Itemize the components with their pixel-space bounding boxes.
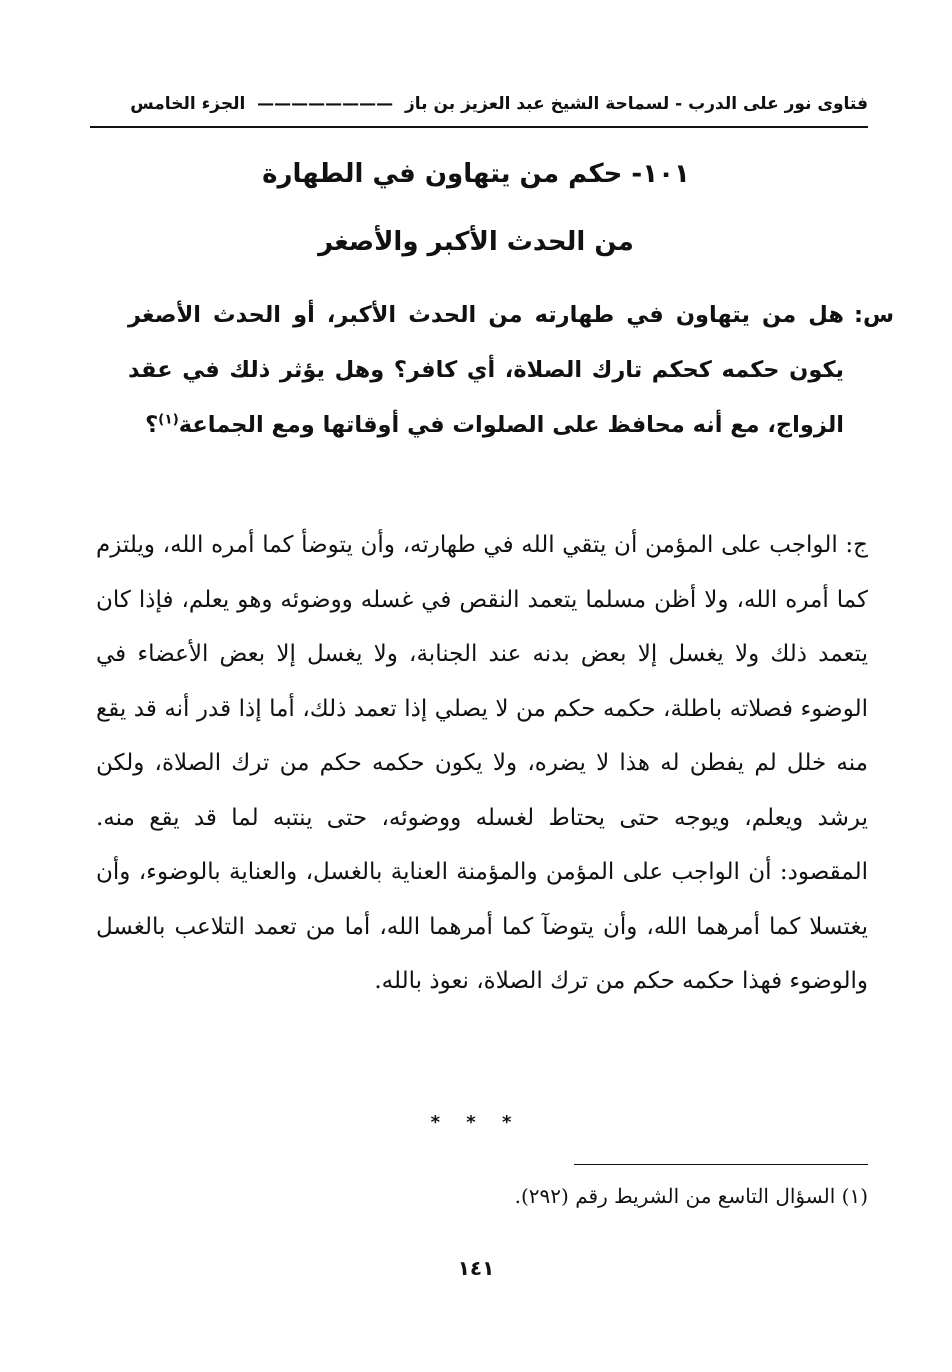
answer-label: ج: <box>845 532 868 558</box>
question-label: س: <box>853 302 894 328</box>
question-block <box>128 288 894 453</box>
answer-block <box>96 518 868 1009</box>
footnote <box>100 1174 868 1218</box>
fatwa-title <box>84 140 868 276</box>
footnote-text: السؤال التاسع من الشريط رقم (٢٩٢). <box>514 1184 836 1208</box>
volume-label: الجزء الخامس <box>130 94 246 114</box>
header-divider <box>90 126 868 128</box>
header-dash: ———————— <box>251 94 400 114</box>
footnote-reference[interactable]: (١) <box>158 411 179 428</box>
section-separator: * * * <box>430 1112 522 1133</box>
footnote-divider <box>574 1164 868 1165</box>
running-header <box>100 86 868 122</box>
book-title: فتاوى نور على الدرب - لسماحة الشيخ عبد العزيز بن باز <box>405 94 868 114</box>
page-number: ١٤١ <box>457 1256 495 1280</box>
footnote-marker: (١) <box>841 1184 868 1208</box>
fatwa-title-line-2: من الحدث الأكبر والأصغر <box>318 227 634 257</box>
question-text: هل من يتهاون في طهارته من الحدث الأكبر، أو الحدث الأصغر يكون حكمه كحكم تارك الصلاة، أي كافر؟ وهل يؤثر ذلك في عقد الزواج، مع أنه محافظ على الصلوات في أوقاتها ومع الجماعة <box>128 302 844 438</box>
fatwa-title-line-1: ١٠١- حكم من يتهاون في الطهارة <box>262 159 690 189</box>
answer-text: الواجب على المؤمن أن يتقي الله في طهارته، وأن يتوضأ كما أمره الله، ويلتزم كما أمره الله، ولا أظن مسلما يتعمد النقص في غسله ووضوئه وهو يعلم، فإذا كان يتعمد ذلك ولا يغسل إلا بعض بدنه عند الجنابة، ولا يغسل إلا بعض الأعضاء في الوضوء فصلاته باطلة، حكمه حكم من لا يصلي إذا تعمد ذلك، أما إذا قدر أنه قد يقع منه خلل لم يفطن له هذا لا يضره، ولا يكون حكمه حكم من ترك الصلاة، ولكن يرشد ويعلم، ويوجه حتى يحتاط لغسله ووضوئه، حتى ينتبه لما قد يقع منه. المقصود: أن الواجب على المؤمن والمؤمنة العناية بالغسل، والعناية بالوضوء، وأن يغتسلا كما أمرهما الله، وأن يتوضآ كما أمرهما الله، أما من تعمد التلاعب بالغسل والوضوء فهذا حكمه حكم من ترك الصلاة، نعوذ بالله. <box>96 532 868 994</box>
question-mark: ؟ <box>145 412 159 438</box>
